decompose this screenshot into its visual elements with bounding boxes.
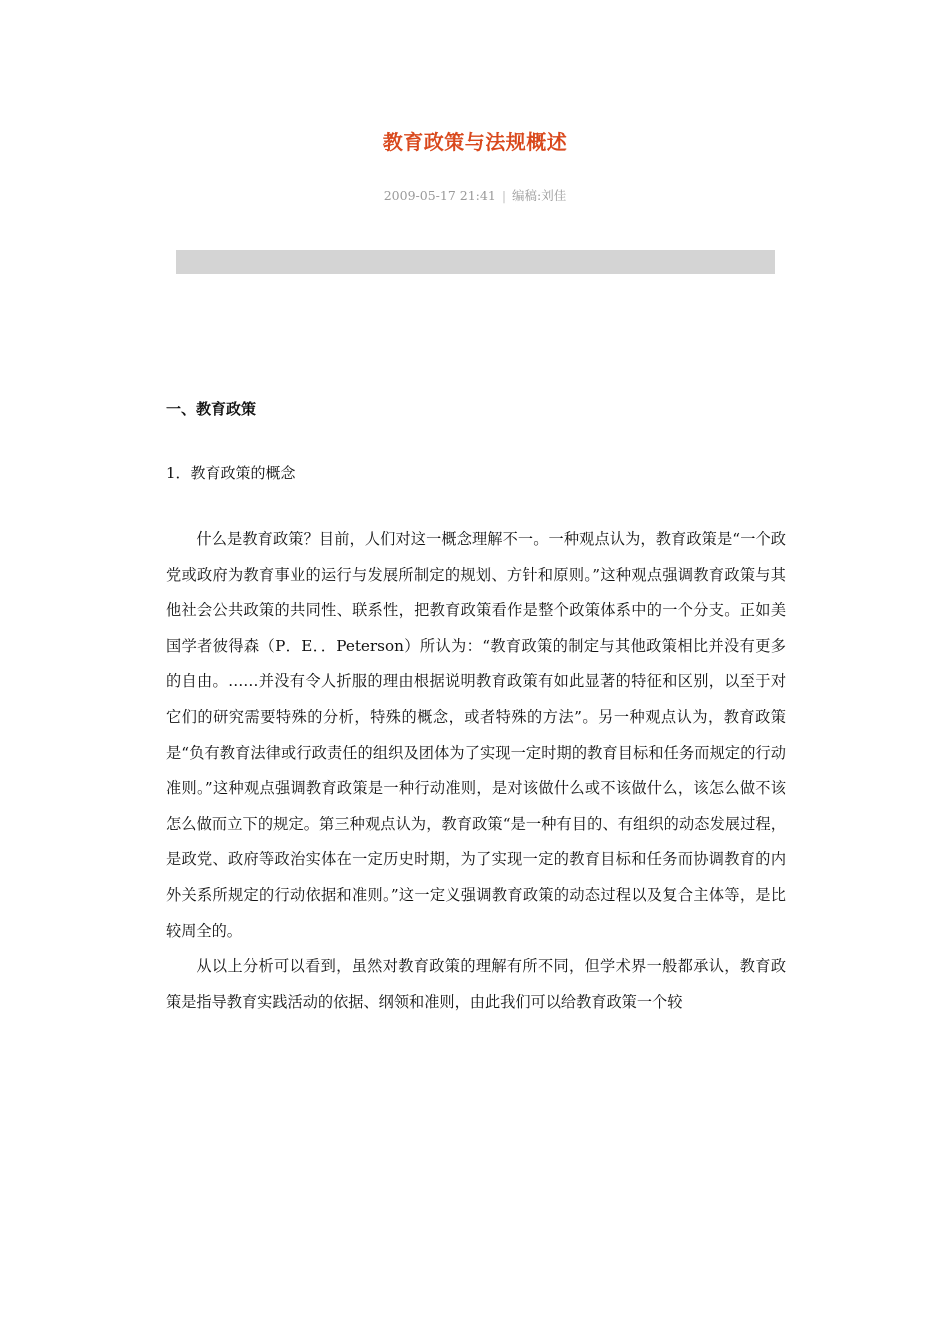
editor-credit: 编稿:刘佳 [512,188,567,203]
paragraph: 从以上分析可以看到，虽然对教育政策的理解有所不同，但学术界一般都承认，教育政策是指导教育实践活动的依据、纲领和准则，由此我们可以给教育政策一个较 [166,957,786,1011]
meta-separator: | [501,188,507,203]
placeholder-bar [176,250,775,274]
article-body [166,522,786,1020]
section-heading: 一、教育政策 [166,400,257,418]
publish-date: 2009-05-17 21:41 [383,188,496,203]
paragraph: 什么是教育政策？目前，人们对这一概念理解不一。一种观点认为，教育政策是“一个政党或政府为教育事业的运行与发展所制定的规划、方针和原则。”这种观点强调教育政策与其他社会公共政策的共同性、联系性，把教育政策看作是整个政策体系中的一个分支。正如美国学者彼得森（P．E．．Peterson）所认为：“教育政策的制定与其他政策相比并没有更多的自由。……并没有令人折服的理由根据说明教育政策有如此显著的特征和区别，以至于对它们的研究需要特殊的分析，特殊的概念，或者特殊的方法”。另一种观点认为，教育政策是“负有教育法律或行政责任的组织及团体为了实现一定时期的教育目标和任务而规定的行动准则。”这种观点强调教育政策是一种行动准则，是对该做什么或不该做什么，该怎么做不该怎么做而立下的规定。第三种观点认为，教育政策“是一种有目的、有组织的动态发展过程，是政党、政府等政治实体在一定历史时期，为了实现一定的教育目标和任务而协调教育的内外关系所规定的行动依据和准则。”这一定义强调教育政策的动态过程以及复合主体等，是比较周全的。 [166,530,786,940]
article-meta [0,186,950,204]
sub-heading: 1．教育政策的概念 [166,464,296,482]
article-title: 教育政策与法规概述 [382,130,568,154]
